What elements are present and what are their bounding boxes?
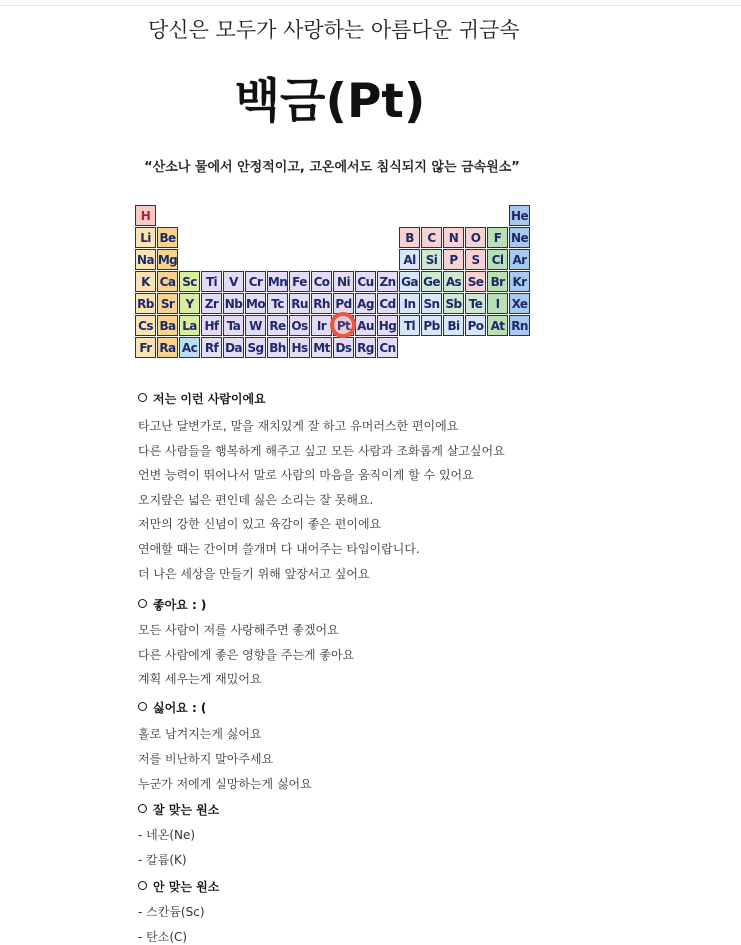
about-line: 타고난 달변가로, 말을 재치있게 잘 하고 유머러스한 편이에요 bbox=[138, 419, 459, 433]
section-heading-good-match bbox=[138, 801, 219, 818]
page-title: 백금(Pt) bbox=[234, 74, 426, 129]
element-cell-cu: Cu bbox=[355, 271, 376, 292]
element-cell-mg: Mg bbox=[157, 249, 178, 270]
element-cell-cl: Cl bbox=[487, 249, 508, 270]
element-cell-cs: Cs bbox=[135, 315, 156, 336]
circle-bullet-icon bbox=[138, 599, 147, 608]
element-cell-in: In bbox=[399, 293, 420, 314]
likes-line: 다른 사람에게 좋은 영향을 주는게 좋아요 bbox=[138, 648, 355, 662]
element-cell-ra: Ra bbox=[157, 337, 178, 358]
element-cell-os: Os bbox=[289, 315, 310, 336]
element-cell-at: At bbox=[487, 315, 508, 336]
element-cell-ni: Ni bbox=[333, 271, 354, 292]
page-subtitle: 당신은 모두가 사랑하는 아름다운 귀금속 bbox=[148, 18, 520, 42]
element-cell-ca: Ca bbox=[157, 271, 178, 292]
element-cell-sn: Sn bbox=[421, 293, 442, 314]
element-cell-rh: Rh bbox=[311, 293, 332, 314]
element-cell-br: Br bbox=[487, 271, 508, 292]
element-cell-si: Si bbox=[421, 249, 442, 270]
section-heading-about bbox=[138, 390, 266, 407]
element-cell-tc: Tc bbox=[267, 293, 288, 314]
element-cell-re: Re bbox=[267, 315, 288, 336]
highlight-circle-icon bbox=[330, 312, 356, 338]
element-cell-ag: Ag bbox=[355, 293, 376, 314]
element-cell-li: Li bbox=[135, 227, 156, 248]
element-cell-k: K bbox=[135, 271, 156, 292]
element-cell-mn: Mn bbox=[267, 271, 288, 292]
element-cell-hg: Hg bbox=[377, 315, 398, 336]
section-heading-bad-match-label: 안 맞는 원소 bbox=[153, 880, 220, 894]
element-cell-rn: Rn bbox=[509, 315, 530, 336]
element-cell-bi: Bi bbox=[443, 315, 464, 336]
top-divider bbox=[0, 5, 741, 6]
element-cell-rg: Rg bbox=[355, 337, 376, 358]
element-cell-h: H bbox=[135, 205, 156, 226]
element-cell-c: C bbox=[421, 227, 442, 248]
about-line: 저만의 강한 신념이 있고 육감이 좋은 편이에요 bbox=[138, 517, 382, 531]
element-cell-ru: Ru bbox=[289, 293, 310, 314]
element-cell-fe: Fe bbox=[289, 271, 310, 292]
element-cell-ds: Ds bbox=[333, 337, 354, 358]
element-cell-cr: Cr bbox=[245, 271, 266, 292]
element-cell-zn: Zn bbox=[377, 271, 398, 292]
element-cell-he: He bbox=[509, 205, 530, 226]
element-cell-w: W bbox=[245, 315, 266, 336]
about-line: 오지랖은 넓은 편인데 싫은 소리는 잘 못해요. bbox=[138, 493, 374, 507]
element-cell-f: F bbox=[487, 227, 508, 248]
element-cell-s: S bbox=[465, 249, 486, 270]
element-cell-la: La bbox=[179, 315, 200, 336]
element-cell-pd: Pd bbox=[333, 293, 354, 314]
element-cell-pt: Pt bbox=[333, 315, 354, 336]
element-cell-pb: Pb bbox=[421, 315, 442, 336]
element-cell-ba: Ba bbox=[157, 315, 178, 336]
element-cell-sg: Sg bbox=[245, 337, 266, 358]
circle-bullet-icon bbox=[138, 881, 147, 890]
circle-bullet-icon bbox=[138, 393, 147, 402]
element-cell-cd: Cd bbox=[377, 293, 398, 314]
element-cell-hf: Hf bbox=[201, 315, 222, 336]
element-cell-ge: Ge bbox=[421, 271, 442, 292]
element-cell-sc: Sc bbox=[179, 271, 200, 292]
circle-bullet-icon bbox=[138, 804, 147, 813]
element-cell-b: B bbox=[399, 227, 420, 248]
good-match-item: - 칼륨(K) bbox=[138, 853, 187, 867]
element-cell-al: Al bbox=[399, 249, 420, 270]
dislikes-line: 홀로 남겨지는게 싫어요 bbox=[138, 727, 262, 741]
about-line: 다른 사람들을 행복하게 해주고 싶고 모든 사람과 조화롭게 살고싶어요 bbox=[138, 444, 505, 458]
element-cell-fr: Fr bbox=[135, 337, 156, 358]
element-cell-ar: Ar bbox=[509, 249, 530, 270]
element-cell-rf: Rf bbox=[201, 337, 222, 358]
element-quote: “산소나 물에서 안정적이고, 고온에서도 침식되지 않는 금속원소” bbox=[144, 160, 520, 175]
element-cell-sb: Sb bbox=[443, 293, 464, 314]
element-cell-mo: Mo bbox=[245, 293, 266, 314]
periodic-table bbox=[135, 205, 529, 358]
element-cell-ac: Ac bbox=[179, 337, 200, 358]
element-cell-p: P bbox=[443, 249, 464, 270]
element-cell-tl: Tl bbox=[399, 315, 420, 336]
element-cell-nb: Nb bbox=[223, 293, 244, 314]
element-cell-cn: Cn bbox=[377, 337, 398, 358]
about-line: 더 나은 세상을 만들기 위해 앞장서고 싶어요 bbox=[138, 567, 370, 581]
element-cell-hs: Hs bbox=[289, 337, 310, 358]
element-cell-n: N bbox=[443, 227, 464, 248]
element-cell-ga: Ga bbox=[399, 271, 420, 292]
element-cell-bh: Bh bbox=[267, 337, 288, 358]
likes-line: 계획 세우는게 재밌어요 bbox=[138, 672, 262, 686]
likes-line: 모든 사람이 저를 사랑해주면 좋겠어요 bbox=[138, 623, 339, 637]
element-cell-co: Co bbox=[311, 271, 332, 292]
element-cell-kr: Kr bbox=[509, 271, 530, 292]
section-heading-dislikes bbox=[138, 699, 206, 716]
about-line: 언변 능력이 뛰어나서 말로 사람의 마음을 움직이게 할 수 있어요 bbox=[138, 468, 474, 482]
section-heading-likes bbox=[138, 596, 206, 613]
section-heading-likes-label: 좋아요 : ) bbox=[153, 598, 207, 612]
section-heading-dislikes-label: 싫어요 : ( bbox=[153, 701, 207, 715]
element-cell-au: Au bbox=[355, 315, 376, 336]
element-cell-te: Te bbox=[465, 293, 486, 314]
dislikes-line: 누군가 저에게 실망하는게 싫어요 bbox=[138, 777, 312, 791]
section-heading-good-match-label: 잘 맞는 원소 bbox=[153, 803, 220, 817]
element-cell-ir: Ir bbox=[311, 315, 332, 336]
element-cell-zr: Zr bbox=[201, 293, 222, 314]
element-cell-na: Na bbox=[135, 249, 156, 270]
element-cell-rb: Rb bbox=[135, 293, 156, 314]
element-cell-be: Be bbox=[157, 227, 178, 248]
circle-bullet-icon bbox=[138, 702, 147, 711]
element-cell-o: O bbox=[465, 227, 486, 248]
element-cell-mt: Mt bbox=[311, 337, 332, 358]
element-cell-as: As bbox=[443, 271, 464, 292]
about-line: 연애할 때는 간이며 쓸개며 다 내어주는 타입이랍니다. bbox=[138, 542, 420, 556]
good-match-item: - 네온(Ne) bbox=[138, 828, 196, 842]
bad-match-item: - 탄소(C) bbox=[138, 930, 188, 944]
dislikes-line: 저를 비난하지 말아주세요 bbox=[138, 752, 274, 766]
element-cell-sr: Sr bbox=[157, 293, 178, 314]
element-cell-ne: Ne bbox=[509, 227, 530, 248]
section-heading-about-label: 저는 이런 사람이에요 bbox=[153, 392, 266, 406]
element-cell-v: V bbox=[223, 271, 244, 292]
element-cell-po: Po bbox=[465, 315, 486, 336]
element-cell-i: I bbox=[487, 293, 508, 314]
bad-match-item: - 스칸듐(Sc) bbox=[138, 905, 205, 919]
element-cell-ti: Ti bbox=[201, 271, 222, 292]
element-cell-se: Se bbox=[465, 271, 486, 292]
section-heading-bad-match bbox=[138, 878, 219, 895]
element-cell-y: Y bbox=[179, 293, 200, 314]
element-cell-da: Da bbox=[223, 337, 244, 358]
element-cell-xe: Xe bbox=[509, 293, 530, 314]
element-cell-ta: Ta bbox=[223, 315, 244, 336]
